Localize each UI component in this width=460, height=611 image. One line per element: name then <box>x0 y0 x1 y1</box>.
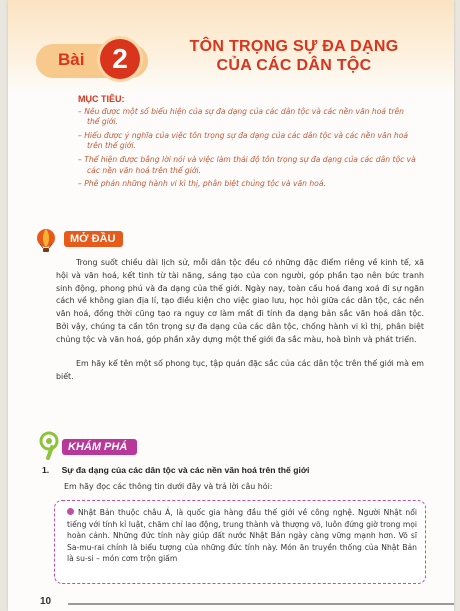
mo-dau-paragraph2 <box>56 358 424 384</box>
mo-dau-paragraph1 <box>56 257 424 347</box>
kham-pha-section-header <box>38 430 198 458</box>
bullet-dot-icon <box>67 508 74 515</box>
textbook-page <box>8 0 454 611</box>
lesson-number-badge: 2 <box>100 39 140 79</box>
objective-item: – Thể hiện được bằng lời nói và việc làm thái độ tôn trọng sự đa dạng của các dân tộc và các nền văn hoá trên thế giới. <box>78 154 416 175</box>
paragraph-text: Trong suốt chiều dài lịch sử, mỗi dân tộc đều có những đặc điểm riêng về kinh tế, xã hội và văn hoá, kết tinh từ tài năng, sáng tạo của con người, góp phần tạo nên bức tranh sinh động, phong phú và đa dạng của thế giới. Ngày nay, toàn cầu hoá đang xoá đi sự ngăn cách về không gian địa lí, tạo điều kiện cho việc giao lưu, học hỏi giữa các dân tộc, các nền văn hoá, đồng thời cũng tạo ra nguy cơ làm mất đi tính đa dạng bản sắc văn hoá dân tộc. Bởi vậy, chúng ta cần tôn trọng sự đa dạng của các dân tộc, chống hành vi kì thị, phân biệt chủng tộc và văn hoá, góp phần xây dựng một thế giới đa sắc màu, hoà bình và phát triển. <box>56 258 424 344</box>
section1-number: 1. <box>42 465 50 475</box>
paragraph-text: Em hãy kể tên một số phong tục, tập quán đặc sắc của các dân tộc trên thế giới mà em biết. <box>56 359 424 381</box>
objectives-block <box>78 94 418 193</box>
section1-heading <box>42 465 432 475</box>
japan-info-box <box>54 500 426 584</box>
lesson-title-line1: TÔN TRỌNG SỰ ĐA DẠNG <box>189 38 399 55</box>
objectives-heading: MỤC TIÊU: <box>78 94 125 104</box>
kham-pha-label: KHÁM PHÁ <box>62 439 137 455</box>
section1-title: Sự đa dạng của các dân tộc và các nền văn hoá trên thế giới <box>61 465 310 475</box>
hot-air-balloon-icon <box>34 227 60 253</box>
lesson-header <box>8 0 454 92</box>
objective-item: – Hiểu được ý nghĩa của việc tôn trọng sự đa dạng của các dân tộc và các nền văn hoá trên thế giới. <box>78 130 409 151</box>
magnifier-icon <box>38 430 64 460</box>
mo-dau-section-header <box>34 227 194 251</box>
japan-paragraph: Nhật Bản thuộc châu Á, là quốc gia hàng đầu thế giới về công nghệ. Người Nhật nổi tiếng với tính kỉ luật, chăm chỉ lao động, trung thành và thượng võ, luôn đứng giờ trong mọi hoàn cảnh. Những đức tính này giúp đất nước Nhật Bản ngày càng vững mạnh hơn. Võ sĩ Sa-mu-rai chính là biểu tượng của những đức tính này. Món ăn truyền thống của Nhật Bản là su-si – món cơm trộn giấm <box>67 508 417 563</box>
lesson-title-line2: CỦA CÁC DÂN TỘC <box>216 57 372 74</box>
japan-info-text <box>67 507 417 565</box>
lesson-label: Bài <box>58 50 85 69</box>
mo-dau-label: MỞ ĐẦU <box>64 231 123 247</box>
page-number: 10 <box>40 596 52 607</box>
instruction-text: Em hãy đọc các thông tin dưới đây và trả lời câu hỏi: <box>64 482 273 491</box>
objective-item: – Phê phán những hành vi kì thị, phân biệt chủng tộc và văn hoá. <box>78 179 326 189</box>
footer-divider <box>68 603 454 605</box>
objective-item: – Nêu được một số biểu hiện của sự đa dạng của các dân tộc và các nền văn hoá trên thế giới. <box>78 106 404 127</box>
